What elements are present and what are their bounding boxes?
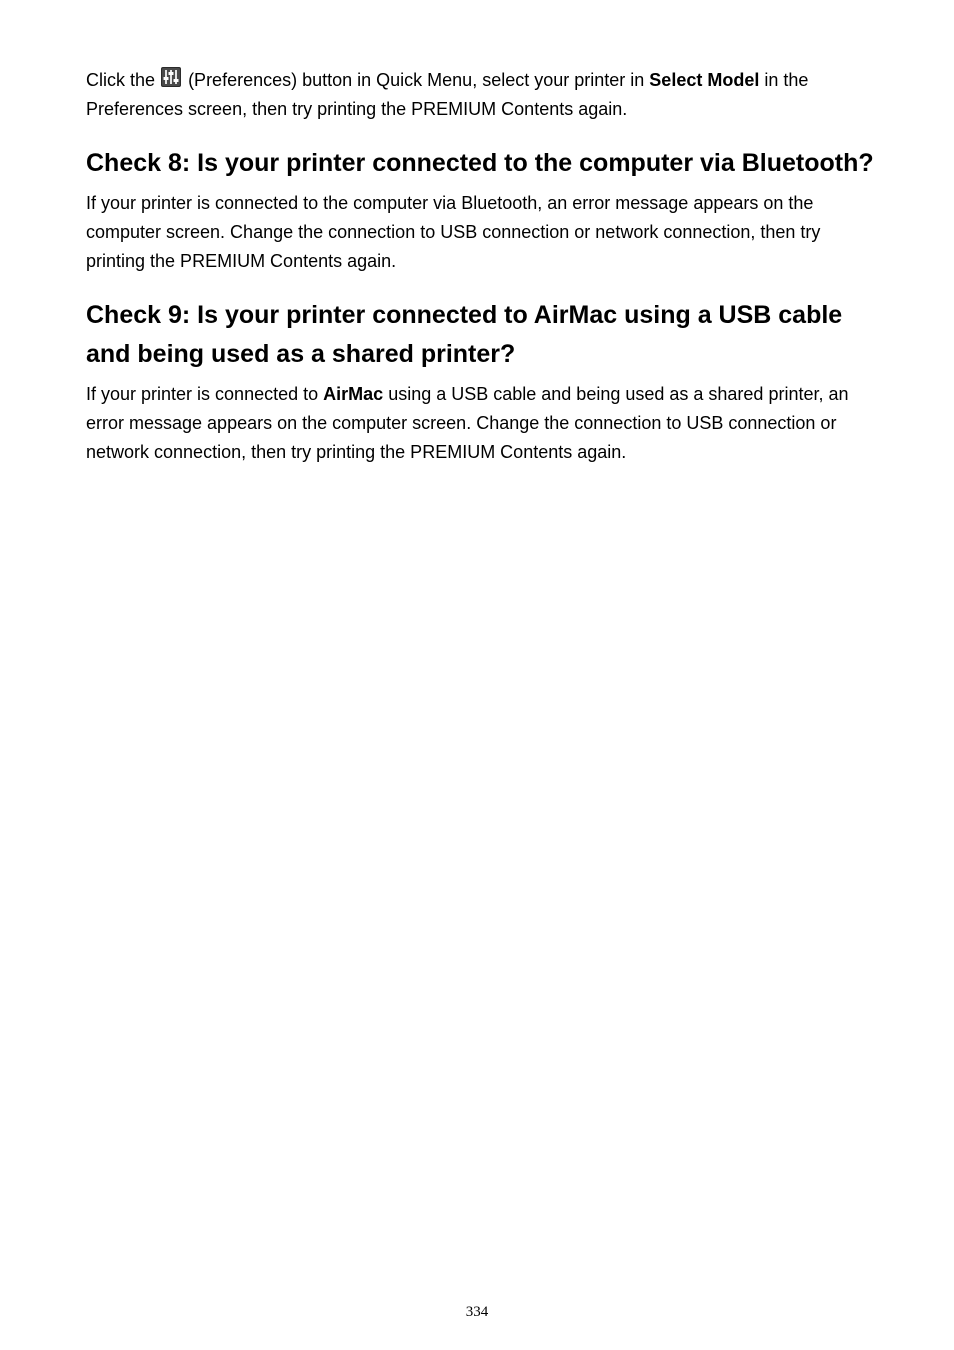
check-8-heading: Check 8: Is your printer connected to the computer via Bluetooth? xyxy=(86,149,874,177)
preferences-icon xyxy=(161,67,181,87)
intro-text-3: in the Preferences screen, then try printing the PREMIUM Contents again. xyxy=(86,70,809,119)
check-9-paragraph xyxy=(86,380,876,467)
page-number: 334 xyxy=(465,1304,489,1320)
intro-text-1: Click the xyxy=(86,70,156,90)
check-9-text-1: If your printer is connected to xyxy=(86,384,319,404)
intro-paragraph xyxy=(86,66,876,124)
check-9-heading: Check 9: Is your printer connected to AirMac using a USB cable and being used as a shared printer? xyxy=(86,301,843,368)
intro-text-2: (Preferences) button in Quick Menu, select your printer in xyxy=(188,70,645,90)
check-8-paragraph: If your printer is connected to the computer via Bluetooth, an error message appears on the computer screen. Change the connection to USB connection or network connection, then try printing the PREMIUM Contents again. xyxy=(86,193,821,271)
document-body xyxy=(86,66,876,467)
check-9-text-2: using a USB cable and being used as a shared printer, an error message appears on the computer screen. Change the connection to USB connection or network connection, then try printing the PREMIUM Contents again. xyxy=(86,384,849,462)
airmac-label: AirMac xyxy=(323,384,384,404)
select-model-label: Select Model xyxy=(649,70,760,90)
